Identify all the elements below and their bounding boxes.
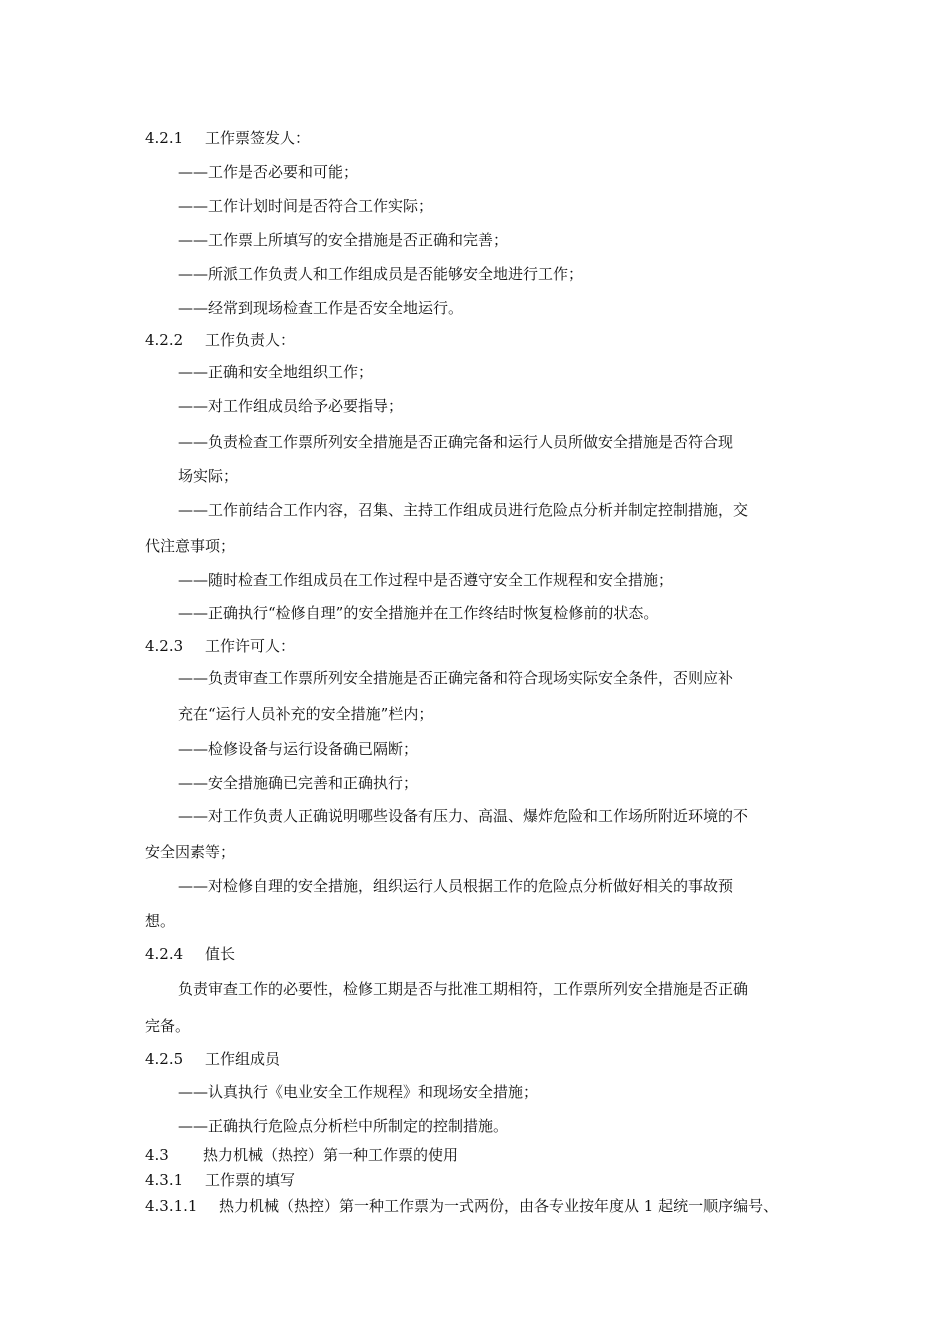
section-heading-4-2-4 (145, 944, 235, 964)
list-item: ——正确执行危险点分析栏中所制定的控制措施。 (178, 1117, 509, 1135)
list-item: ——安全措施确已完善和正确执行； (178, 774, 419, 792)
list-item: ——所派工作负责人和工作组成员是否能够安全地进行工作； (178, 265, 584, 283)
section-heading-4-3 (145, 1145, 458, 1165)
list-item: ——随时检查工作组成员在工作过程中是否遵守安全工作规程和安全措施； (178, 571, 674, 589)
list-item-continuation: 场实际； (178, 467, 239, 485)
section-number: 4.3 (145, 1146, 169, 1164)
section-title: 工作组成员 (205, 1050, 281, 1068)
list-item: ——工作前结合工作内容，召集、主持工作组成员进行危险点分析并制定控制措施，交 (178, 501, 749, 519)
section-heading-4-3-1-1 (145, 1196, 778, 1216)
list-item-continuation: 安全因素等； (145, 843, 236, 861)
section-title: 工作负责人： (205, 331, 296, 349)
list-item: ——对工作组成员给予必要指导； (178, 397, 404, 415)
list-item: ——经常到现场检查工作是否安全地运行。 (178, 299, 464, 317)
section-number: 4.2.3 (145, 637, 184, 655)
paragraph: 负责审查工作的必要性，检修工期是否与批准工期相符，工作票所列安全措施是否正确 (178, 980, 749, 998)
section-title: 值长 (205, 945, 236, 963)
list-item-continuation: 充在“运行人员补充的安全措施”栏内； (178, 705, 434, 723)
section-number: 4.2.4 (145, 945, 184, 963)
list-item: ——工作是否必要和可能； (178, 163, 359, 181)
section-heading-4-3-1 (145, 1170, 295, 1190)
section-title: 工作票的填写 (205, 1171, 296, 1189)
paragraph-continuation: 完备。 (145, 1017, 191, 1035)
section-title: 工作票签发人： (205, 129, 311, 147)
section-number: 4.3.1 (145, 1171, 184, 1189)
list-item: ——对检修自理的安全措施，组织运行人员根据工作的危险点分析做好相关的事故预 (178, 877, 734, 895)
list-item: ——负责检查工作票所列安全措施是否正确完备和运行人员所做安全措施是否符合现 (178, 433, 734, 451)
list-item: ——工作计划时间是否符合工作实际； (178, 197, 434, 215)
section-number: 4.2.2 (145, 331, 184, 349)
section-number: 4.3.1.1 (145, 1197, 198, 1215)
list-item: ——认真执行《电业安全工作规程》和现场安全措施； (178, 1083, 539, 1101)
list-item: ——对工作负责人正确说明哪些设备有压力、高温、爆炸危险和工作场所附近环境的不 (178, 807, 749, 825)
section-number: 4.2.5 (145, 1050, 184, 1068)
section-heading-4-2-2 (145, 330, 295, 350)
section-heading-4-2-1 (145, 128, 310, 148)
section-title: 工作许可人： (205, 637, 296, 655)
list-item-continuation: 想。 (145, 912, 176, 930)
list-item: ——正确执行“检修自理”的安全措施并在工作终结时恢复检修前的状态。 (178, 604, 659, 622)
list-item: ——检修设备与运行设备确已隔断； (178, 740, 419, 758)
list-item-continuation: 代注意事项； (145, 537, 236, 555)
list-item: ——负责审查工作票所列安全措施是否正确完备和符合现场实际安全条件，否则应补 (178, 669, 734, 687)
section-number: 4.2.1 (145, 129, 184, 147)
list-item: ——工作票上所填写的安全措施是否正确和完善； (178, 231, 509, 249)
section-title: 热力机械（热控）第一种工作票为一式两份，由各专业按年度从 1 起统一顺序编号、 (219, 1197, 779, 1215)
section-heading-4-2-3 (145, 636, 295, 656)
list-item: ——正确和安全地组织工作； (178, 363, 374, 381)
section-title: 热力机械（热控）第一种工作票的使用 (203, 1146, 459, 1164)
section-heading-4-2-5 (145, 1049, 280, 1069)
